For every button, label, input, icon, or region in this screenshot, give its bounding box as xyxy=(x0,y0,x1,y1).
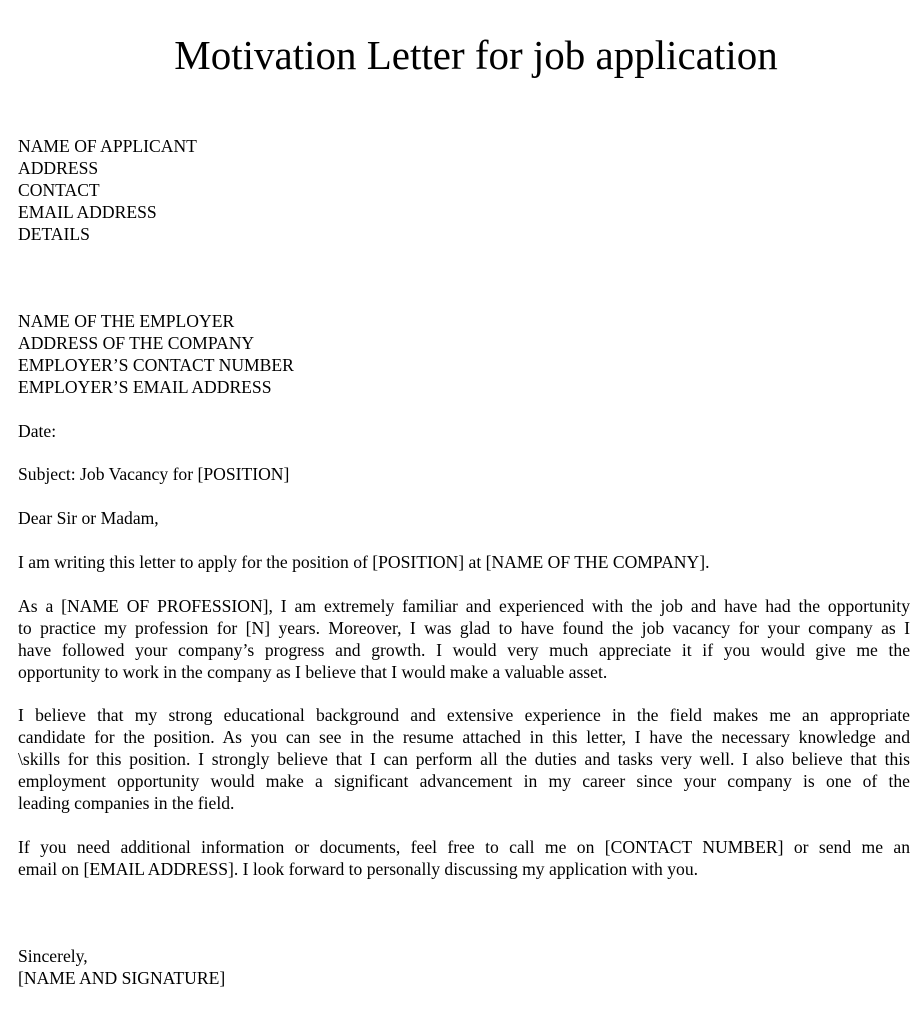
paragraph-line: employment opportunity would make a significant advancement in my career since your company is one of the xyxy=(18,771,910,791)
paragraph-line: opportunity to work in the company as I believe that I would make a valuable asset. xyxy=(18,662,608,682)
document-title: Motivation Letter for job application xyxy=(174,32,778,78)
paragraph-line: email on [EMAIL ADDRESS]. I look forward to personally discussing my application with you. xyxy=(18,859,699,879)
paragraph-line: to practice my profession for [N] years. Moreover, I was glad to have found the job vacancy for your company as I xyxy=(18,618,910,638)
employer-contact-number: EMPLOYER’S CONTACT NUMBER xyxy=(18,355,294,375)
applicant-email: EMAIL ADDRESS xyxy=(18,202,157,222)
applicant-name: NAME OF APPLICANT xyxy=(18,136,197,156)
closing-text: Sincerely, xyxy=(18,946,88,966)
paragraph-line: I am writing this letter to apply for the position of [POSITION] at [NAME OF THE COMPANY]. xyxy=(18,552,710,572)
employer-company-address: ADDRESS OF THE COMPANY xyxy=(18,333,255,353)
closing-block xyxy=(18,945,910,989)
date-line xyxy=(18,420,910,442)
paragraph-line: I believe that my strong educational background and extensive experience in the field makes me an appropriate xyxy=(18,705,910,725)
paragraph-line: candidate for the position. As you can see in the resume attached in this letter, I have the necessary knowledge and xyxy=(18,727,910,747)
employer-block xyxy=(18,310,910,398)
subject-text: Subject: Job Vacancy for [POSITION] xyxy=(18,464,290,484)
employer-email: EMPLOYER’S EMAIL ADDRESS xyxy=(18,377,272,397)
paragraph-line: have followed your company’s progress and growth. I would very much appreciate it if you would give me the xyxy=(18,640,910,660)
applicant-address: ADDRESS xyxy=(18,158,99,178)
subject-line xyxy=(18,463,910,485)
applicant-contact: CONTACT xyxy=(18,180,100,200)
date-label: Date: xyxy=(18,421,57,441)
paragraph-intro xyxy=(18,551,910,573)
paragraph-line: leading companies in the field. xyxy=(18,793,235,813)
paragraph-line: As a [NAME OF PROFESSION], I am extremely familiar and experienced with the job and have had the opportunity xyxy=(18,596,910,616)
paragraph-contact xyxy=(18,836,910,880)
salutation-text: Dear Sir or Madam, xyxy=(18,508,159,528)
signature-placeholder: [NAME AND SIGNATURE] xyxy=(18,968,226,988)
paragraph-line: If you need additional information or documents, feel free to call me on [CONTACT NUMBER] or send me an xyxy=(18,837,910,857)
paragraph-qualifications xyxy=(18,704,910,814)
employer-name: NAME OF THE EMPLOYER xyxy=(18,311,235,331)
applicant-details: DETAILS xyxy=(18,224,90,244)
salutation-line xyxy=(18,507,910,529)
paragraph-experience xyxy=(18,595,910,683)
paragraph-line: \skills for this position. I strongly believe that I can perform all the duties and tasks very well. I also believe that this xyxy=(18,749,910,769)
applicant-block xyxy=(18,135,910,245)
